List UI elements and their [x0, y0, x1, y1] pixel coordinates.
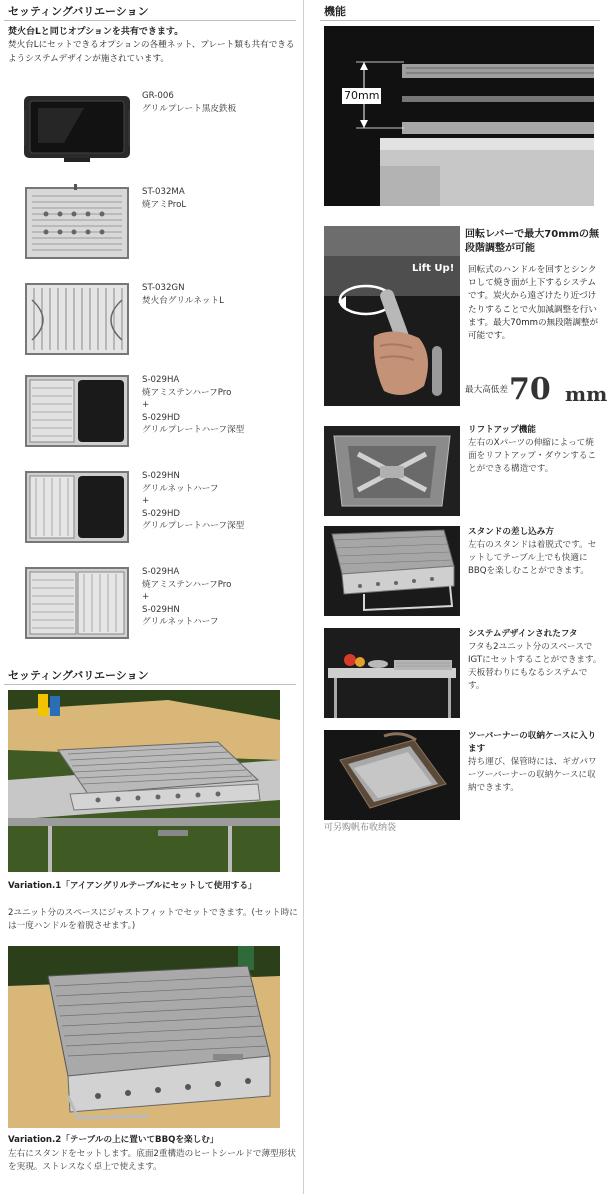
lever-title: 回転レバーで最大70mmの無段階調整が可能: [465, 229, 600, 254]
feature-text: 左右のXパーツの伸縮によって焼面をリフトアップ・ダウンすることができる構造です。: [468, 438, 597, 474]
max-height-label: 最大高低差: [465, 385, 508, 395]
feature-title: システムデザインされたフタ: [468, 629, 578, 639]
feature-text: フタも2ユニット分のスペースでIGTにセットすることができます。天板替わりにもなるシステムです。: [468, 642, 602, 691]
max-height-value: 70: [509, 372, 551, 407]
bag-note: 可另购帆布收纳袋: [324, 823, 397, 833]
column-divider: [303, 0, 304, 1194]
option-item: [24, 468, 294, 553]
liftup-photo: [324, 426, 460, 516]
section-rule: [4, 684, 296, 685]
feature-liftup: [468, 424, 602, 476]
case-photo: [324, 730, 460, 820]
feature-text: 持ち運び、保管時には、ギガパワーツーバーナーの収納ケースに収納できます。: [468, 757, 597, 793]
lever-photo: [324, 226, 460, 406]
grill-mesh-image: [24, 184, 130, 264]
lift-up-label: Lift Up!: [412, 263, 455, 274]
section-title-features: 機能: [324, 5, 346, 18]
feature-case: [468, 730, 602, 795]
dimension-label: 70mm: [344, 89, 380, 102]
grill-plate-image: [24, 88, 130, 168]
dimension-photo: [324, 26, 594, 206]
option-item: [24, 280, 294, 365]
feature-title: ツーバーナーの収納ケースに入ります: [468, 731, 597, 754]
option-label: GR-006 グリルプレート黒皮鉄板: [142, 91, 237, 114]
max-height-unit: mm: [565, 382, 608, 406]
option-label: ST-032MA 焼アミProL: [142, 187, 187, 210]
half-mesh-plate-image: [24, 372, 130, 452]
max-height-display: [465, 372, 608, 408]
option-item: [24, 88, 294, 173]
variation2-title: Variation.2「テーブルの上に置いてBBQを楽しむ」: [8, 1135, 219, 1145]
section-rule: [320, 20, 600, 21]
variation2-text: 左右にスタンドをセットします。底面2重構造のヒートシールドで薄型形状を実現。ストレスなく卓上で使えます。: [8, 1149, 296, 1172]
option-label: S-029HN グリルネットハーフ + S-029HD グリルプレートハーフ深型: [142, 471, 245, 531]
intro-text: 焚火台Lにセットできるオプションの各種ネット、プレート類も共有できるようシステムデザインが施されています。: [8, 40, 295, 64]
section-title-variations: セッティングバリエーション: [8, 669, 149, 682]
option-label: ST-032GN 焚火台グリルネットL: [142, 283, 224, 306]
feature-text: 左右のスタンドは着脱式です。セットしてテーブル上でも快適にBBQを楽しむことができます。: [468, 540, 597, 576]
option-item: [24, 184, 294, 269]
option-label: S-029HA 焼アミステンハーフPro + S-029HD グリルプレートハーフ深型: [142, 375, 245, 435]
option-item: [24, 564, 294, 649]
intro-heading: 焚火台Lと同じオプションを共有できます。: [8, 27, 184, 37]
section-title-settings: セッティングバリエーション: [8, 5, 149, 18]
stand-photo: [324, 526, 460, 616]
variation1-text: 2ユニット分のスペースにジャストフィットでセットできます。(セット時には一度ハンドルを着脱させます。): [8, 908, 298, 931]
lever-text: 回転式のハンドルを回すとシンクロして焼き面が上下するシステムです。炭火から遠ざけたり近づけたりすることで火加減調整を行います。最大70mmの無段階調整が可能です。: [468, 265, 599, 342]
variation1-title: Variation.1「アイアングリルテーブルにセットして使用する」: [8, 881, 257, 891]
feature-title: リフトアップ機能: [468, 425, 536, 435]
half-net-plate-image: [24, 468, 130, 548]
section-rule: [4, 20, 296, 21]
feature-lid: [468, 628, 602, 693]
option-label: S-029HA 焼アミステンハーフPro + S-029HN グリルネットハーフ: [142, 567, 232, 627]
feature-stand: [468, 526, 602, 578]
feature-title: スタンドの差し込み方: [468, 527, 554, 537]
grill-net-image: [24, 280, 130, 360]
half-mesh-net-image: [24, 564, 130, 644]
variation2-photo: [8, 946, 280, 1128]
option-item: [24, 372, 294, 457]
lid-photo: [324, 628, 460, 718]
variation1-photo: [8, 690, 280, 872]
